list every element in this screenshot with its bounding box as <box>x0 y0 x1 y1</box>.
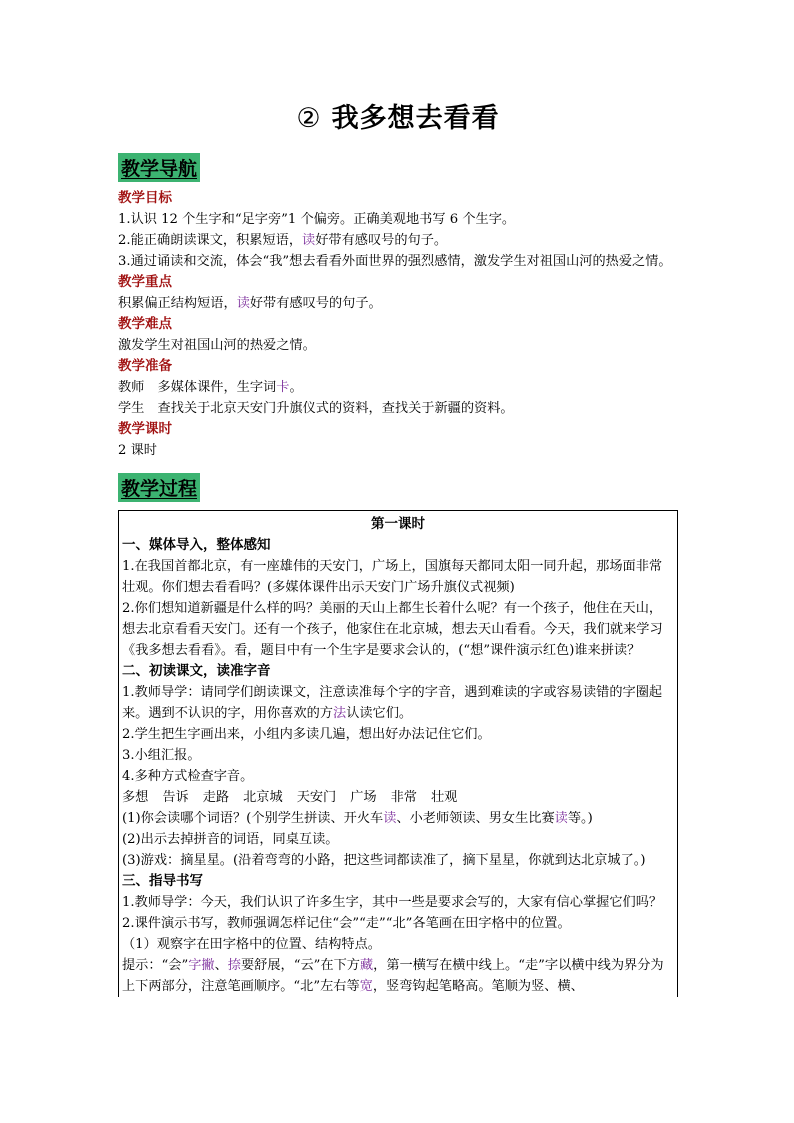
process-heading: 教学过程 <box>118 473 200 502</box>
nav-heading: 教学导航 <box>118 153 200 182</box>
title-number: ② <box>296 103 322 134</box>
goal-2: 2.能正确朗读课文，积累短语，读好带有感叹号的句子。 <box>118 233 448 248</box>
section-2-para-7: (3)游戏：摘星星。(沿着弯弯的小路，把这些词都读准了，摘下星星，你就到达北京城了。) <box>122 853 646 868</box>
section-1-para-1: 1.在我国首都北京，有一座雄伟的天安门，广场上，国旗每天都同太阳一同升起，那场面非常壮观。你们想去看看吗？(多媒体课件出示天安门广场升旗仪式视频) <box>122 559 663 595</box>
hours-label: 教学课时 <box>118 421 172 437</box>
section-2-para-1: 1.教师导学：请同学们朗读课文，注意读准每个字的字音，遇到难读的字或容易读错的字圈起来。遇到不认识的字，用你喜欢的方法认读它们。 <box>122 685 663 721</box>
section-2-title: 二、初读课文，读准字音 <box>122 663 271 679</box>
section-1-title: 一、媒体导入，整体感知 <box>122 537 271 553</box>
word-item: 壮观 <box>431 790 458 805</box>
word-item: 非常 <box>390 790 417 805</box>
section-3-para-4: 提示：“会”字撇、捺要舒展，“云”在下方藏，第一横写在横中线上。“走”字以横中线为界分为上下两部分，注意笔画顺序。“北”左右等宽，竖弯钩起笔略高。笔顺为竖、横、 <box>122 958 664 994</box>
section-2-para-4: 4.多种方式检查字音。 <box>122 769 254 784</box>
section-3-para-3: （1）观察字在田字格中的位置、结构特点。 <box>122 937 381 952</box>
key-label: 教学重点 <box>118 274 172 290</box>
difficult-label: 教学难点 <box>118 316 172 332</box>
section-2-para-6: (2)出示去掉拼音的词语，同桌互读。 <box>122 832 339 847</box>
word-item: 多想 <box>122 790 149 805</box>
hours-text: 2 课时 <box>118 443 157 458</box>
page-title <box>118 96 678 135</box>
word-item: 告诉 <box>162 790 189 805</box>
key-text: 积累偏正结构短语，读好带有感叹号的句子。 <box>118 296 382 311</box>
prep-label: 教学准备 <box>118 358 172 374</box>
section-3-title: 三、指导书写 <box>122 873 203 889</box>
section-2-para-5: (1)你会读哪个词语？(个别学生拼读、开火车读、小老师领读、男女生比赛读等。) <box>122 811 593 826</box>
lesson-title: 第一课时 <box>371 516 425 532</box>
lesson-table <box>118 510 678 997</box>
word-item: 北京城 <box>243 790 283 805</box>
section-2-para-3: 3.小组汇报。 <box>122 748 201 763</box>
difficult-text: 激发学生对祖国山河的热爱之情。 <box>118 338 316 353</box>
word-item: 天安门 <box>296 790 337 805</box>
section-2-para-2: 2.学生把生字画出来，小组内多读几遍，想出好办法记住它们。 <box>122 727 491 742</box>
goal-3: 3.通过诵读和交流，体会“我”想去看看外面世界的强烈感情，激发学生对祖国山河的热爱之情。 <box>118 254 672 269</box>
word-item: 广场 <box>350 790 377 805</box>
goals-label: 教学目标 <box>118 190 172 206</box>
word-item: 走路 <box>202 790 230 805</box>
section-1-para-2: 2.你们想知道新疆是什么样的吗？美丽的天山上都生长着什么呢？有一个孩子，他住在天山，想去北京看看天安门。还有一个孩子，他家住在北京城，想去天山看看。今天，我们就来学习《我多想去看看》。看，题目中有一个生字是要求会认的，(“想”课件演示红色)谁来拼读？ <box>122 601 663 658</box>
document-page <box>118 96 678 997</box>
goal-1: 1.认识 12 个生字和“足字旁”1 个偏旁。正确美观地书写 6 个生字。 <box>118 212 516 227</box>
section-3-para-1: 1.教师导学：今天，我们认识了许多生字，其中一些是要求会写的，大家有信心掌握它们吗？ <box>122 895 663 910</box>
title-text: 我多想去看看 <box>331 103 500 134</box>
section-3-para-2: 2.课件演示书写，教师强调怎样记住“会”“走”“北”各笔画在田字格中的位置。 <box>122 916 571 931</box>
prep-teacher: 教师 多媒体课件，生字词卡。 <box>118 380 303 395</box>
word-list <box>122 787 674 808</box>
prep-student: 学生 查找关于北京天安门升旗仪式的资料，查找关于新疆的资料。 <box>118 401 514 416</box>
